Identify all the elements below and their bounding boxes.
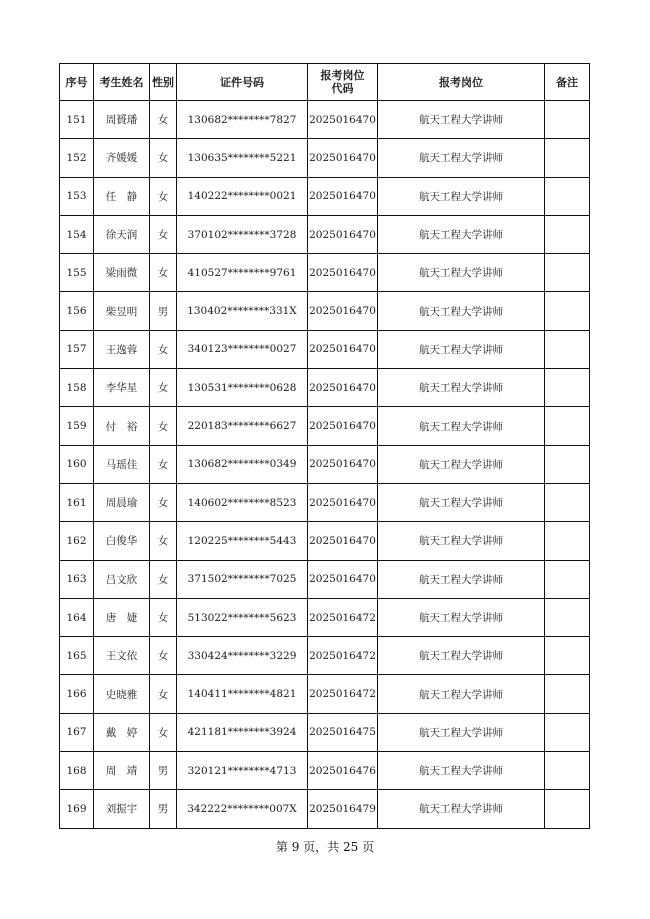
table-row	[60, 675, 590, 713]
cell-id-number: 421181********3924	[177, 713, 308, 751]
table-row	[60, 790, 590, 828]
cell-post-code: 2025016470	[308, 560, 378, 598]
cell-id-number: 140222********0021	[177, 177, 308, 215]
cell-name: 梁雨微	[94, 254, 150, 292]
cell-remark	[545, 598, 590, 636]
cell-seq: 166	[60, 675, 94, 713]
table-row	[60, 292, 590, 330]
header-name: 考生姓名	[94, 64, 150, 101]
cell-name: 戴 婷	[94, 713, 150, 751]
cell-remark	[545, 713, 590, 751]
cell-post: 航天工程大学讲师	[378, 675, 545, 713]
cell-id-number: 340123********0027	[177, 330, 308, 368]
cell-gender: 女	[150, 675, 177, 713]
table-row	[60, 254, 590, 292]
cell-name: 周贇璠	[94, 101, 150, 139]
table-row	[60, 407, 590, 445]
cell-seq: 155	[60, 254, 94, 292]
table-row	[60, 101, 590, 139]
header-remark: 备注	[545, 64, 590, 101]
cell-gender: 男	[150, 790, 177, 828]
cell-post-code: 2025016470	[308, 254, 378, 292]
cell-remark	[545, 637, 590, 675]
cell-gender: 女	[150, 254, 177, 292]
cell-gender: 女	[150, 598, 177, 636]
header-post: 报考岗位	[378, 64, 545, 101]
cell-name: 王逸蓉	[94, 330, 150, 368]
header-id-number: 证件号码	[177, 64, 308, 101]
cell-seq: 161	[60, 483, 94, 521]
cell-remark	[545, 752, 590, 790]
cell-name: 刘振宇	[94, 790, 150, 828]
cell-post: 航天工程大学讲师	[378, 369, 545, 407]
table-row	[60, 369, 590, 407]
cell-post-code: 2025016472	[308, 637, 378, 675]
candidate-table	[59, 63, 590, 829]
cell-seq: 160	[60, 445, 94, 483]
header-post-code-line1: 报考岗位	[320, 69, 365, 82]
table-row	[60, 139, 590, 177]
cell-seq: 158	[60, 369, 94, 407]
cell-gender: 女	[150, 560, 177, 598]
cell-post-code: 2025016470	[308, 330, 378, 368]
cell-seq: 153	[60, 177, 94, 215]
cell-seq: 152	[60, 139, 94, 177]
cell-gender: 女	[150, 369, 177, 407]
cell-seq: 165	[60, 637, 94, 675]
cell-name: 徐天润	[94, 215, 150, 253]
cell-remark	[545, 369, 590, 407]
table-row	[60, 330, 590, 368]
cell-name: 付 裕	[94, 407, 150, 445]
cell-seq: 159	[60, 407, 94, 445]
cell-gender: 女	[150, 637, 177, 675]
cell-post: 航天工程大学讲师	[378, 637, 545, 675]
cell-post: 航天工程大学讲师	[378, 292, 545, 330]
cell-name: 李华星	[94, 369, 150, 407]
cell-post: 航天工程大学讲师	[378, 598, 545, 636]
cell-post-code: 2025016475	[308, 713, 378, 751]
table-row	[60, 483, 590, 521]
cell-name: 周 靖	[94, 752, 150, 790]
cell-id-number: 330424********3229	[177, 637, 308, 675]
cell-seq: 157	[60, 330, 94, 368]
cell-seq: 162	[60, 522, 94, 560]
header-gender: 性别	[150, 64, 177, 101]
cell-gender: 女	[150, 101, 177, 139]
cell-post: 航天工程大学讲师	[378, 101, 545, 139]
cell-post: 航天工程大学讲师	[378, 790, 545, 828]
table-row	[60, 445, 590, 483]
cell-id-number: 140602********8523	[177, 483, 308, 521]
cell-remark	[545, 139, 590, 177]
cell-id-number: 130682********7827	[177, 101, 308, 139]
header-seq: 序号	[60, 64, 94, 101]
cell-id-number: 320121********4713	[177, 752, 308, 790]
cell-remark	[545, 522, 590, 560]
cell-id-number: 342222********007X	[177, 790, 308, 828]
cell-post-code: 2025016470	[308, 369, 378, 407]
cell-post-code: 2025016470	[308, 215, 378, 253]
cell-remark	[545, 101, 590, 139]
cell-gender: 女	[150, 483, 177, 521]
cell-post: 航天工程大学讲师	[378, 215, 545, 253]
cell-id-number: 410527********9761	[177, 254, 308, 292]
cell-post-code: 2025016470	[308, 177, 378, 215]
cell-post: 航天工程大学讲师	[378, 177, 545, 215]
cell-post-code: 2025016470	[308, 407, 378, 445]
cell-post: 航天工程大学讲师	[378, 445, 545, 483]
cell-post: 航天工程大学讲师	[378, 560, 545, 598]
cell-name: 马瑶佳	[94, 445, 150, 483]
cell-name: 史晓雅	[94, 675, 150, 713]
cell-gender: 女	[150, 713, 177, 751]
cell-name: 任 静	[94, 177, 150, 215]
cell-seq: 164	[60, 598, 94, 636]
cell-id-number: 220183********6627	[177, 407, 308, 445]
cell-gender: 女	[150, 522, 177, 560]
cell-post: 航天工程大学讲师	[378, 522, 545, 560]
cell-post: 航天工程大学讲师	[378, 483, 545, 521]
cell-id-number: 130682********0349	[177, 445, 308, 483]
cell-seq: 169	[60, 790, 94, 828]
cell-id-number: 120225********5443	[177, 522, 308, 560]
page-footer: 第 9 页，共 25 页	[275, 840, 375, 854]
cell-seq: 168	[60, 752, 94, 790]
cell-name: 唐 婕	[94, 598, 150, 636]
cell-seq: 167	[60, 713, 94, 751]
cell-gender: 男	[150, 292, 177, 330]
cell-gender: 女	[150, 445, 177, 483]
cell-post-code: 2025016470	[308, 522, 378, 560]
table-row	[60, 598, 590, 636]
cell-name: 柴昱明	[94, 292, 150, 330]
cell-post-code: 2025016470	[308, 101, 378, 139]
cell-name: 齐媛媛	[94, 139, 150, 177]
table-row	[60, 752, 590, 790]
cell-seq: 154	[60, 215, 94, 253]
cell-id-number: 140411********4821	[177, 675, 308, 713]
cell-name: 王文依	[94, 637, 150, 675]
table-row	[60, 713, 590, 751]
cell-id-number: 130635********5221	[177, 139, 308, 177]
cell-remark	[545, 407, 590, 445]
cell-gender: 男	[150, 752, 177, 790]
cell-id-number: 371502********7025	[177, 560, 308, 598]
table-row	[60, 177, 590, 215]
cell-gender: 女	[150, 330, 177, 368]
cell-post-code: 2025016470	[308, 139, 378, 177]
cell-remark	[545, 560, 590, 598]
cell-seq: 151	[60, 101, 94, 139]
table-row	[60, 637, 590, 675]
table-row	[60, 522, 590, 560]
cell-remark	[545, 254, 590, 292]
header-post-code	[308, 64, 378, 101]
cell-gender: 女	[150, 407, 177, 445]
header-post-code-line2: 代码	[331, 82, 354, 95]
cell-post-code: 2025016470	[308, 483, 378, 521]
cell-remark	[545, 675, 590, 713]
cell-name: 周晨瑜	[94, 483, 150, 521]
cell-post-code: 2025016472	[308, 598, 378, 636]
cell-seq: 163	[60, 560, 94, 598]
cell-remark	[545, 215, 590, 253]
cell-remark	[545, 445, 590, 483]
cell-remark	[545, 330, 590, 368]
cell-post-code: 2025016470	[308, 445, 378, 483]
cell-post: 航天工程大学讲师	[378, 330, 545, 368]
cell-post-code: 2025016470	[308, 292, 378, 330]
cell-name: 白俊华	[94, 522, 150, 560]
cell-post: 航天工程大学讲师	[378, 752, 545, 790]
cell-post: 航天工程大学讲师	[378, 254, 545, 292]
cell-post-code: 2025016479	[308, 790, 378, 828]
cell-post: 航天工程大学讲师	[378, 139, 545, 177]
cell-id-number: 130402********331X	[177, 292, 308, 330]
cell-seq: 156	[60, 292, 94, 330]
cell-post-code: 2025016476	[308, 752, 378, 790]
table-row	[60, 215, 590, 253]
cell-remark	[545, 790, 590, 828]
cell-gender: 女	[150, 215, 177, 253]
cell-post: 航天工程大学讲师	[378, 407, 545, 445]
cell-remark	[545, 177, 590, 215]
cell-remark	[545, 292, 590, 330]
cell-name: 吕文欣	[94, 560, 150, 598]
cell-remark	[545, 483, 590, 521]
cell-post-code: 2025016472	[308, 675, 378, 713]
cell-id-number: 370102********3728	[177, 215, 308, 253]
cell-id-number: 513022********5623	[177, 598, 308, 636]
cell-gender: 女	[150, 139, 177, 177]
table-header-row	[60, 64, 590, 101]
cell-post: 航天工程大学讲师	[378, 713, 545, 751]
cell-gender: 女	[150, 177, 177, 215]
table-row	[60, 560, 590, 598]
cell-id-number: 130531********0628	[177, 369, 308, 407]
